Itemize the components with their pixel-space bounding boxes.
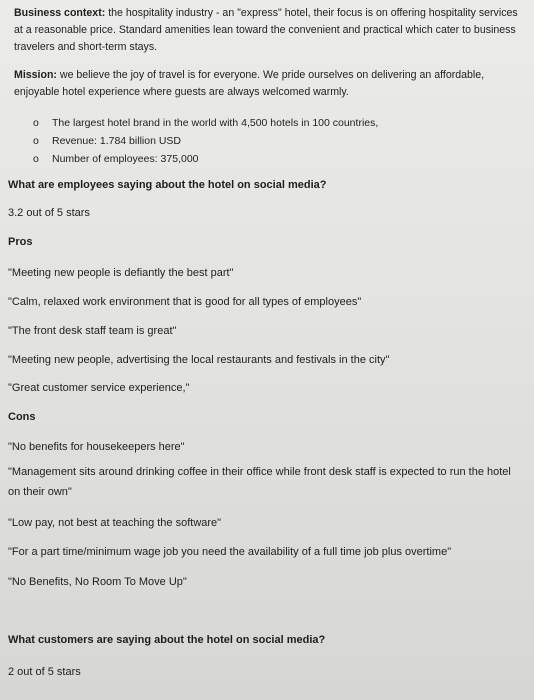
customers-rating: 2 out of 5 stars [8, 666, 81, 678]
business-context-text: the hospitality industry - an "express" hotel, their focus is on offering hospitality services at a reasonable price. Standard amenities lean toward the convenient and practical which cater to business travelers and short-term stays. [14, 7, 518, 53]
pro-quote: "Calm, relaxed work environment that is good for all types of employees" [8, 296, 362, 308]
bullet-marker: o [33, 153, 39, 165]
pro-quote: "Great customer service experience," [8, 382, 190, 394]
con-quote: "For a part time/minimum wage job you need the availability of a full time job plus overtime" [8, 546, 452, 558]
mission-text: we believe the joy of travel is for everyone. We pride ourselves on delivering an affordable, enjoyable hotel experience where guests are always welcomed warmly. [14, 69, 485, 98]
con-quote: "No benefits for housekeepers here" [8, 441, 185, 453]
business-context-label: Business context: [14, 7, 106, 19]
employees-rating: 3.2 out of 5 stars [8, 207, 90, 219]
pro-quote: "Meeting new people, advertising the local restaurants and festivals in the city" [8, 354, 390, 366]
customers-question-heading: What customers are saying about the hotel on social media? [8, 634, 326, 646]
fact-item: The largest hotel brand in the world with 4,500 hotels in 100 countries, [52, 117, 379, 129]
bullet-marker: o [33, 117, 39, 129]
con-quote: "No Benefits, No Room To Move Up" [8, 576, 187, 588]
pros-heading: Pros [8, 236, 33, 248]
con-quote: "Low pay, not best at teaching the software" [8, 517, 222, 529]
fact-item: Revenue: 1.784 billion USD [52, 135, 181, 147]
pro-quote: "Meeting new people is defiantly the best part" [8, 267, 234, 279]
con-quote: "Management sits around drinking coffee in their office while front desk staff is expected to run the hotel on their own" [8, 466, 511, 498]
pro-quote: "The front desk staff team is great" [8, 325, 177, 337]
mission-paragraph [14, 67, 522, 101]
cons-heading: Cons [8, 411, 36, 423]
bullet-marker: o [33, 135, 39, 147]
fact-item: Number of employees: 375,000 [52, 153, 199, 165]
business-context-paragraph [14, 5, 528, 56]
mission-label: Mission: [14, 69, 57, 81]
employees-question-heading: What are employees saying about the hotel on social media? [8, 179, 327, 191]
